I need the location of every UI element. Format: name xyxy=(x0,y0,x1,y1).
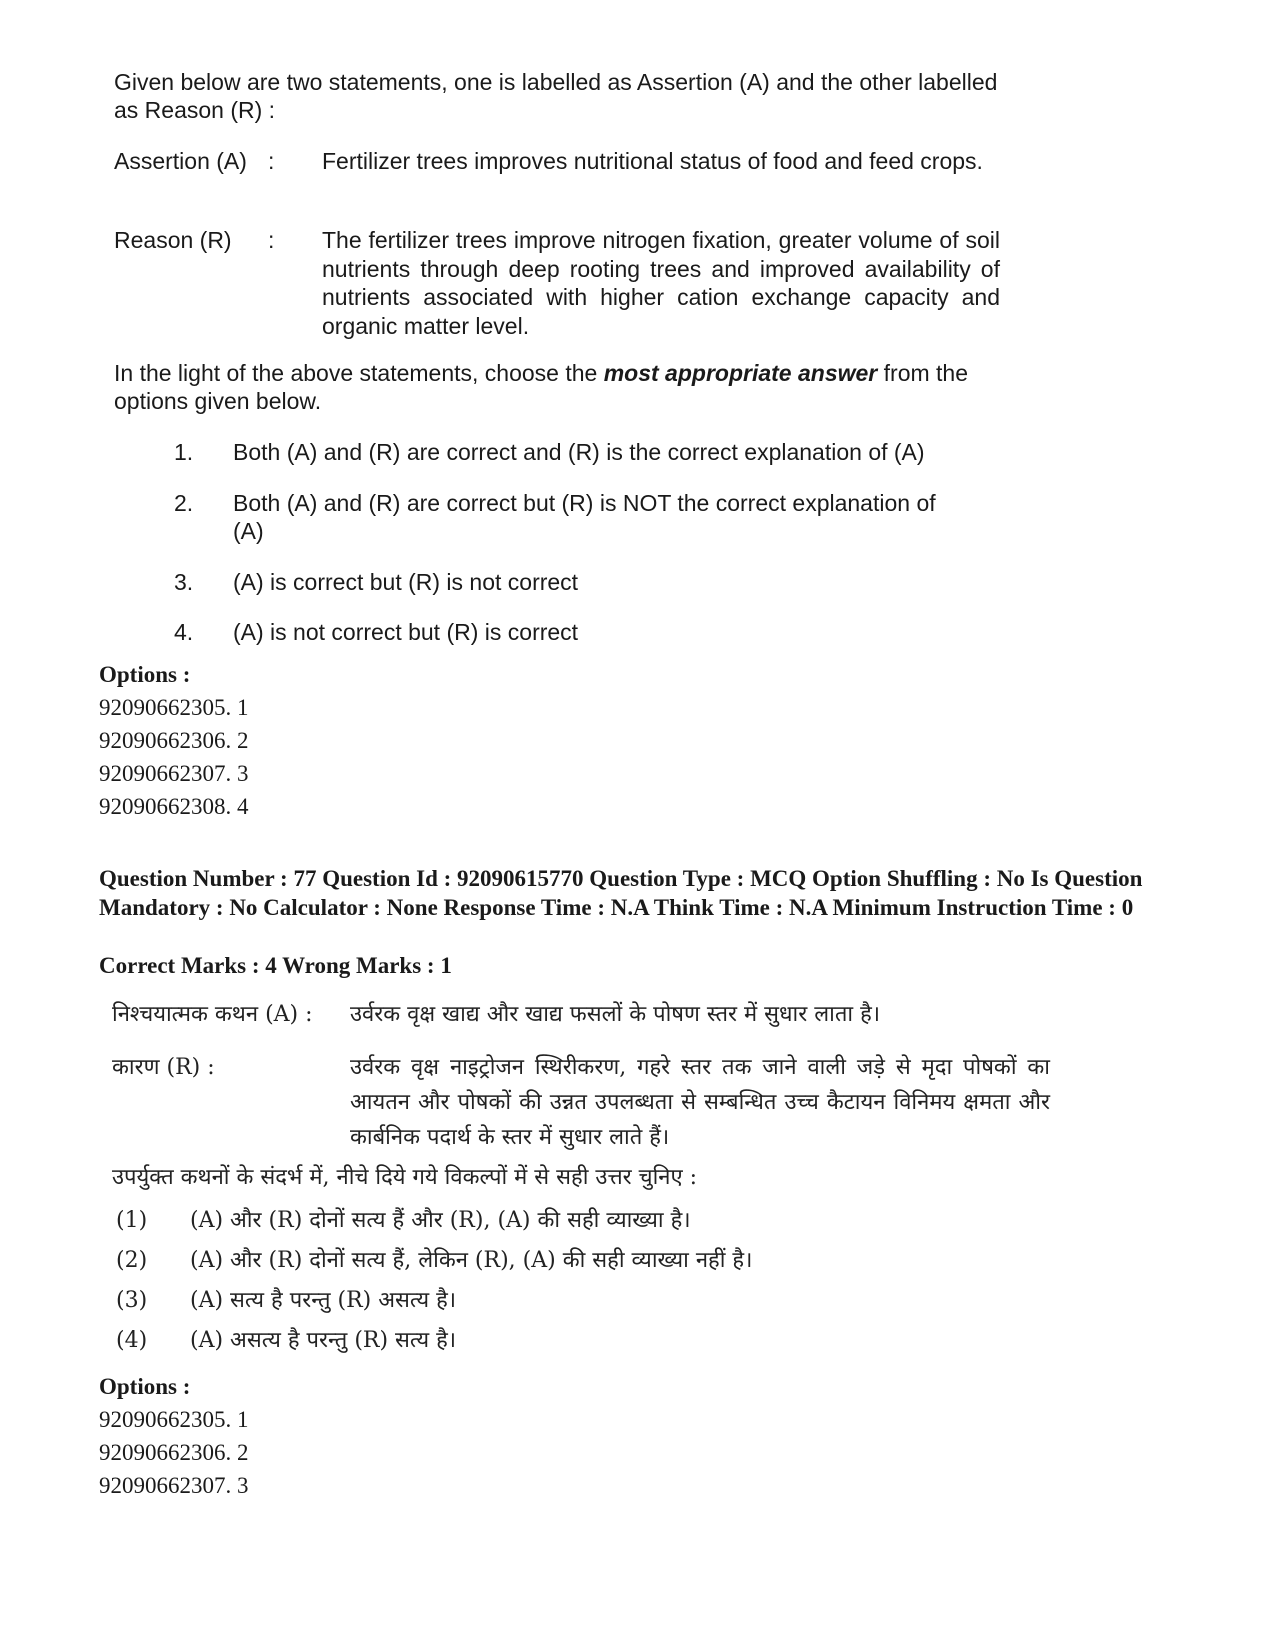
q77-choice-4-number: (4) xyxy=(116,1328,148,1353)
q77-choice-2-text: (A) और (R) दोनों सत्य हैं, लेकिन (R), (A) की सही व्याख्या नहीं है। xyxy=(190,1248,753,1273)
q77-instruction: उपर्युक्त कथनों के संदर्भ में, नीचे दिये गये विकल्पों में से सही उत्तर चुनिए : xyxy=(112,1165,698,1190)
q76-choice-2-number: 2. xyxy=(174,490,194,516)
q76-instruction-emphasis: most appropriate answer xyxy=(603,360,878,386)
q76-option-2: 92090662306. 2 xyxy=(99,728,249,753)
q77-choice-4-text: (A) असत्य है परन्तु (R) सत्य है। xyxy=(190,1328,457,1353)
q76-instruction xyxy=(114,359,1000,415)
q77-choice-3-number: (3) xyxy=(116,1288,148,1313)
q76-choice-4-text: (A) is not correct but (R) is correct xyxy=(233,619,579,645)
q76-choice-4-number: 4. xyxy=(174,619,194,645)
q77-option-3: 92090662307. 3 xyxy=(99,1473,249,1498)
q77-assertion-label: निश्चयात्मक कथन (A) : xyxy=(112,1002,313,1027)
q76-assertion-colon: : xyxy=(268,148,275,174)
q77-assertion-text: उर्वरक वृक्ष खाद्य और खाद्य फसलों के पोषण स्तर में सुधार लाता है। xyxy=(350,1002,881,1027)
q77-choice-1-number: (1) xyxy=(116,1208,148,1233)
q76-option-4: 92090662308. 4 xyxy=(99,794,249,819)
q76-choice-1-text: Both (A) and (R) are correct and (R) is the correct explanation of (A) xyxy=(233,439,925,465)
q76-assertion-text: Fertilizer trees improves nutritional status of food and feed crops. xyxy=(322,148,983,174)
q77-choice-2-number: (2) xyxy=(116,1248,148,1273)
q77-option-2: 92090662306. 2 xyxy=(99,1440,249,1465)
q76-choice-1-number: 1. xyxy=(174,439,194,465)
q77-reason-text: उर्वरक वृक्ष नाइट्रोजन स्थिरीकरण, गहरे स्तर तक जाने वाली जड़े से मृदा पोषकों का आयतन और पोषकों की उन्नत उपलब्धता से सम्बन्धित उच्च कैटायन विनिमय क्षमता और कार्बनिक पदार्थ के स्तर में सुधार लाते हैं। xyxy=(350,1055,1050,1150)
q76-intro: Given below are two statements, one is labelled as Assertion (A) and the other labelled as Reason (R) : xyxy=(114,69,998,123)
q76-reason-text: The fertilizer trees improve nitrogen fixation, greater volume of soil nutrients through deep rooting trees and improved availability of nutrients associated with higher cation exchange capacity and organic matter level. xyxy=(322,227,1000,339)
q76-choice-2-text: Both (A) and (R) are correct but (R) is NOT the correct explanation of (A) xyxy=(233,490,936,544)
q76-option-3: 92090662307. 3 xyxy=(99,761,249,786)
q77-choice-3-text: (A) सत्य है परन्तु (R) असत्य है। xyxy=(190,1288,457,1313)
q76-choice-3-text: (A) is correct but (R) is not correct xyxy=(233,569,579,595)
q77-options-label: Options : xyxy=(99,1374,191,1399)
q77-marks: Correct Marks : 4 Wrong Marks : 1 xyxy=(99,953,452,978)
q76-option-1: 92090662305. 1 xyxy=(99,695,249,720)
q77-reason-label: कारण (R) : xyxy=(112,1055,215,1080)
q76-instruction-after: from the options given below. xyxy=(114,360,969,414)
q76-assertion-label: Assertion (A) xyxy=(114,148,247,174)
q76-instruction-before: In the light of the above statements, choose the xyxy=(114,360,604,386)
q77-header: Question Number : 77 Question Id : 92090615770 Question Type : MCQ Option Shuffling : No Is Question Mandatory : No Calculator : None Response Time : N.A Think Time : N.A Minimum Instruction Time : 0 xyxy=(99,866,1143,920)
q76-reason-label: Reason (R) xyxy=(114,227,232,253)
q77-option-1: 92090662305. 1 xyxy=(99,1407,249,1432)
q76-reason-colon: : xyxy=(268,227,275,253)
q76-choice-3-number: 3. xyxy=(174,569,194,595)
q77-choice-1-text: (A) और (R) दोनों सत्य हैं और (R), (A) की सही व्याख्या है। xyxy=(190,1208,691,1233)
q76-options-label: Options : xyxy=(99,662,191,687)
